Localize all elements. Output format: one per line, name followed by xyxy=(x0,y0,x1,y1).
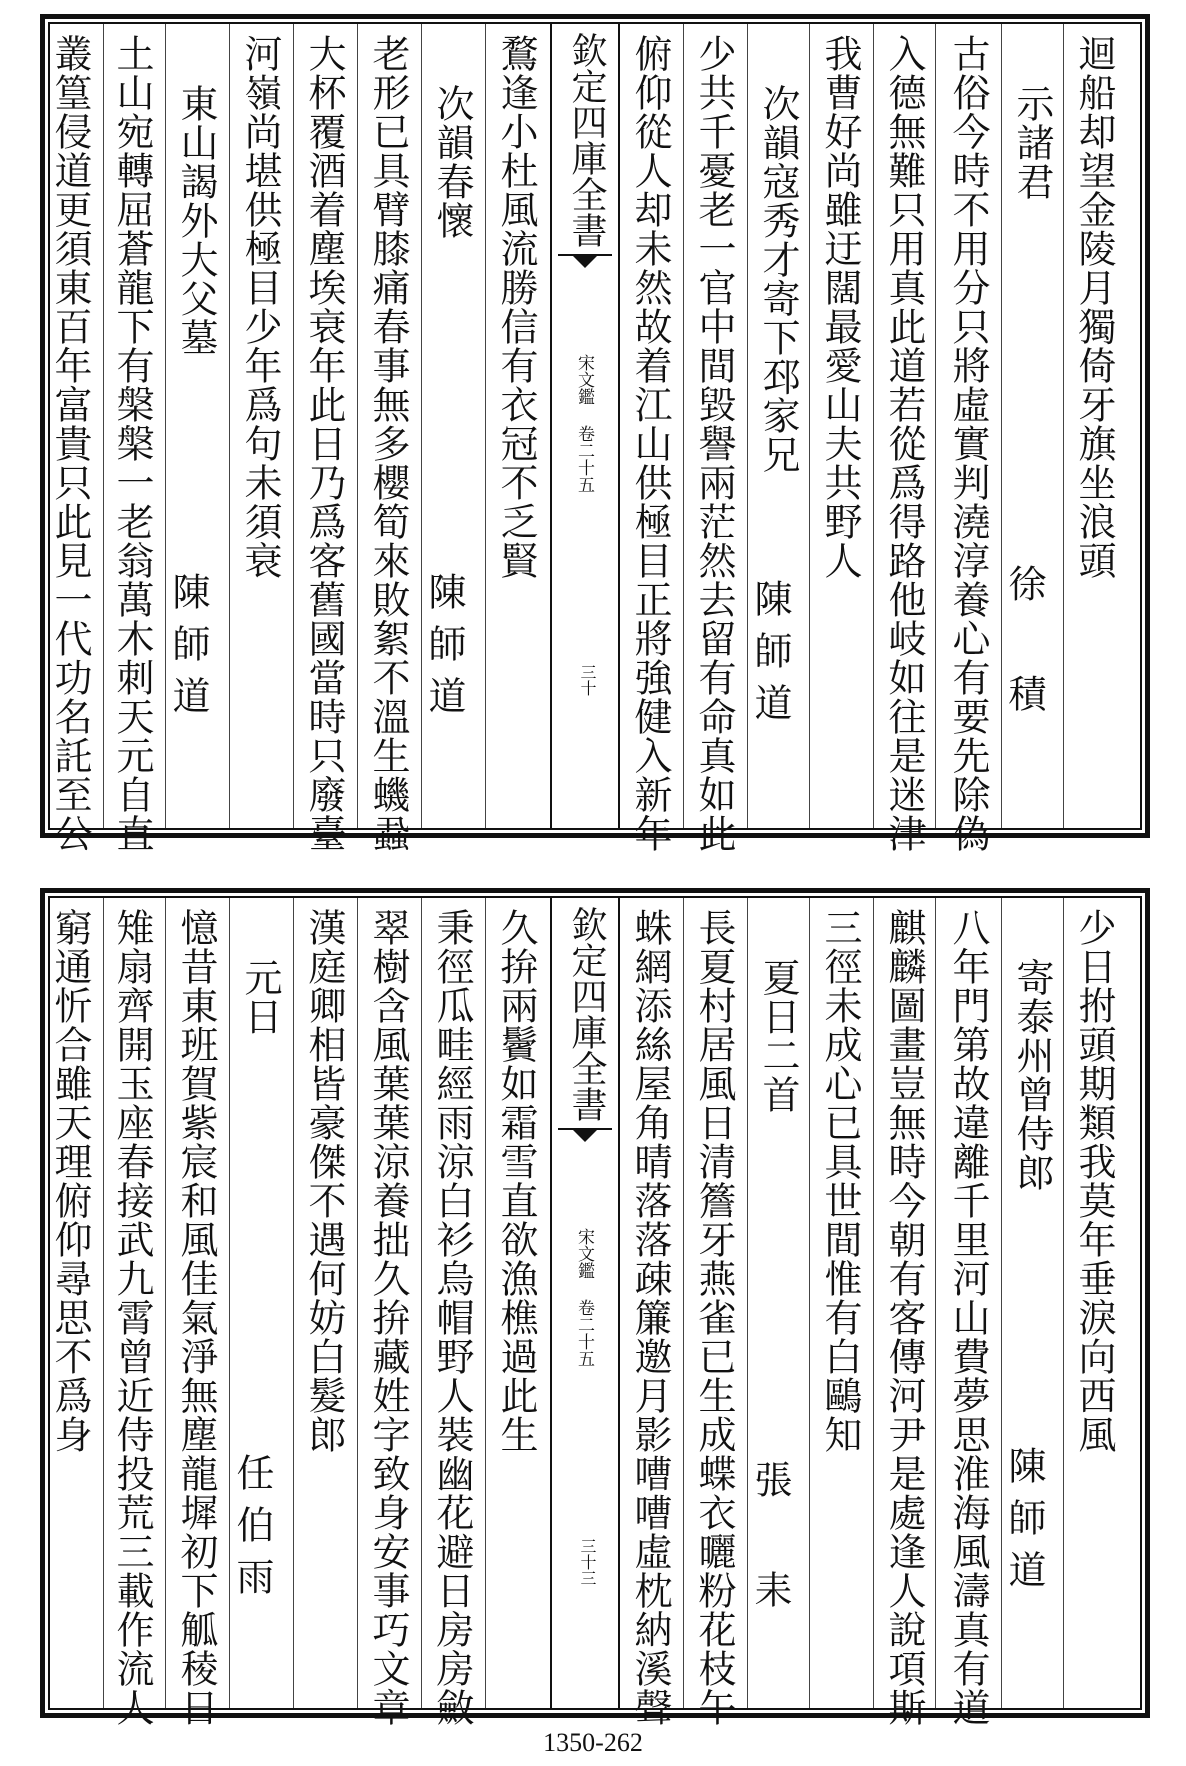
column-rule xyxy=(293,24,294,828)
text-column: 長夏村居風日清簷牙燕雀已生成蝶衣曬粉花枝午 xyxy=(692,908,736,1727)
column-rule xyxy=(1001,898,1002,1708)
poem-title: 次韻春懷 xyxy=(430,84,474,240)
poem-title: 東山謁外大父墓 xyxy=(174,84,218,357)
text-column: 蛛網添絲屋角晴落落疎簾邀月影嘈嘈虛枕納溪聲 xyxy=(628,908,672,1727)
text-column: 入德無難只用真此道若從爲得路他岐如往是迷津 xyxy=(882,34,926,853)
text-column: 雉扇齊開玉座春接武九霄曾近侍投荒三載作流人 xyxy=(110,908,154,1727)
column-rule xyxy=(357,24,358,828)
column-rule xyxy=(747,898,748,1708)
center-fold xyxy=(550,898,620,1708)
column-rule xyxy=(485,24,486,828)
author-name: 徐 積 xyxy=(1002,564,1046,726)
author-name: 陳師道 xyxy=(1002,1446,1046,1602)
text-column: 秉徑瓜畦經雨涼白衫烏帽野人裝幽花避日房房斂 xyxy=(430,908,474,1727)
column-rule xyxy=(421,24,422,828)
center-fold xyxy=(550,24,620,828)
column-rule xyxy=(747,24,748,828)
text-column: 叢篁侵道更須東百年富貴只此見一代功名託至公 xyxy=(48,34,92,853)
author-name: 任伯雨 xyxy=(230,1453,274,1609)
fold-volume: 宋文鑑 卷二十五 xyxy=(574,354,594,493)
author-name: 陳師道 xyxy=(422,572,466,728)
top-page xyxy=(40,14,1150,853)
author-name: 張 耒 xyxy=(748,1460,792,1622)
top-page-frame xyxy=(48,22,1142,853)
column-rule xyxy=(683,898,684,1708)
fold-volume: 宋文鑑 卷二十五 xyxy=(574,1228,594,1367)
fold-title: 欽定四庫全書 xyxy=(566,32,607,248)
text-column: 八年門第故違離千里河山費夢思淮海風濤真有道 xyxy=(946,908,990,1727)
column-rule xyxy=(229,24,230,828)
column-rule xyxy=(165,24,166,828)
column-rule xyxy=(873,898,874,1708)
text-column: 少共千憂老一官中間毀譽兩茫然去留有命真如此 xyxy=(692,34,736,853)
text-column: 古俗今時不用分只將虛實判澆淳養心有要先除偽 xyxy=(946,34,990,853)
text-column: 我曹好尚雖迂闊最愛山夫共野人 xyxy=(818,34,862,580)
text-column: 憶昔東班賀紫宸和風佳氣淨無塵龍墀初下觚稜日 xyxy=(174,908,218,1727)
column-rule xyxy=(229,898,230,1708)
text-column: 麒麟圖畫豈無時今朝有客傳河尹是處逢人說項斯 xyxy=(882,908,926,1727)
text-column: 迴船却望金陵月獨倚牙旗坐浪頭 xyxy=(1072,34,1116,580)
fold-leaf-number: 三十 xyxy=(578,664,597,696)
column-rule xyxy=(293,898,294,1708)
text-column: 久拚兩鬢如霜雪直欲漁樵過此生 xyxy=(494,908,538,1454)
text-column: 土山宛轉屈蒼龍下有槃槃一老翁萬木刺天元自直 xyxy=(110,34,154,853)
text-column: 俯仰從人却未然故着江山供極目正將強健入新年 xyxy=(628,34,672,853)
page-number: 1350-262 xyxy=(543,1728,643,1757)
text-column: 老形已具臂膝痛春事無多櫻筍來敗絮不溫生蟣蝨 xyxy=(366,34,410,853)
column-rule xyxy=(165,898,166,1708)
column-rule xyxy=(485,898,486,1708)
text-column: 漢庭卿相皆豪傑不遇何妨白髮郎 xyxy=(302,908,346,1454)
text-column: 大杯覆酒着塵埃衰年此日乃爲客舊國當時只廢臺 xyxy=(302,34,346,853)
poem-title: 夏日二首 xyxy=(756,958,800,1114)
column-rule xyxy=(873,24,874,828)
column-rule xyxy=(421,898,422,1708)
column-rule xyxy=(357,898,358,1708)
fishtail-mark xyxy=(558,1128,612,1152)
text-column: 河嶺尚堪供極目少年爲句未須衰 xyxy=(238,34,282,580)
author-name: 陳師道 xyxy=(166,572,210,728)
text-column: 鶩逢小杜風流勝信有衣冠不乏賢 xyxy=(494,34,538,580)
fold-leaf-number: 三十三 xyxy=(578,1538,597,1586)
poem-title: 寄泰州曾侍郎 xyxy=(1010,958,1054,1192)
fold-title: 欽定四庫全書 xyxy=(566,906,607,1122)
text-column: 少日拊頭期類我莫年垂淚向西風 xyxy=(1072,908,1116,1454)
text-column: 翠樹含風葉葉涼養拙久拚藏姓字致身安事巧文章 xyxy=(366,908,410,1727)
author-name: 陳師道 xyxy=(748,579,792,735)
bottom-page xyxy=(40,888,1150,1727)
column-rule xyxy=(1001,24,1002,828)
column-rule xyxy=(683,24,684,828)
fishtail-mark xyxy=(558,254,612,278)
poem-title: 示諸君 xyxy=(1010,84,1054,201)
text-column: 三徑未成心已具世間惟有白鷗知 xyxy=(818,908,862,1454)
column-rule xyxy=(103,898,104,1708)
bottom-page-frame xyxy=(48,896,1142,1727)
text-column: 窮通忻合雖天理俯仰尋思不爲身 xyxy=(48,908,92,1454)
poem-title: 次韻寇秀才寄下邳家兄 xyxy=(756,84,800,474)
column-rule xyxy=(103,24,104,828)
poem-title: 元日 xyxy=(238,958,282,1036)
